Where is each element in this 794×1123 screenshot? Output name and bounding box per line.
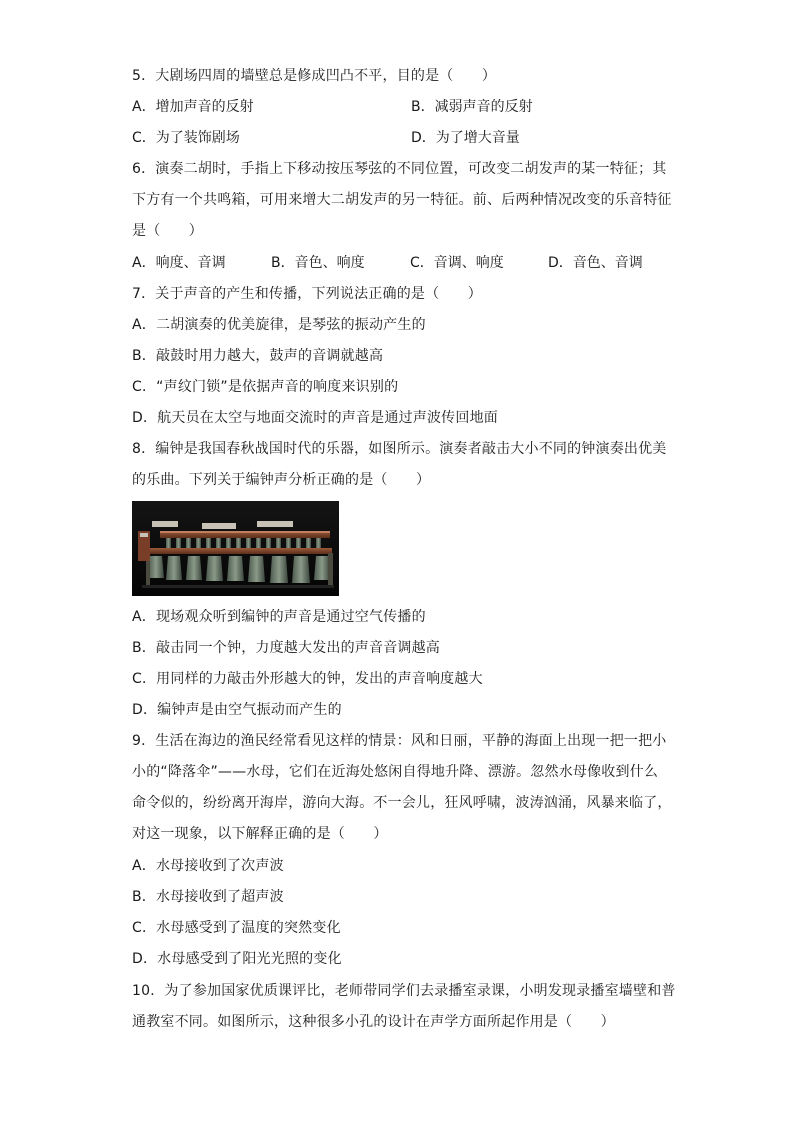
q9-option-d: D．水母感受到了阳光光照的变化 xyxy=(132,951,342,967)
q7-option-b: B．敲鼓时用力越大，鼓声的音调就越高 xyxy=(132,348,384,364)
q9-stem-line-1: 9．生活在海边的渔民经常看见这样的情景：风和日丽，平静的海面上出现一把一把小 xyxy=(132,733,667,749)
q6-option-d: D．音色、音调 xyxy=(548,255,643,271)
q9-stem-line-3: 命令似的，纷纷离开海岸，游向大海。不一会儿，狂风呼啸，波涛汹涌，风暴来临了， xyxy=(132,795,672,811)
q5-option-b: B．减弱声音的反射 xyxy=(411,99,533,115)
q8-stem-line-1: 8．编钟是我国春秋战国时代的乐器，如图所示。演奏者敲击大小不同的钟演奏出优美 xyxy=(132,441,667,457)
chime-bells-photo xyxy=(132,501,339,596)
q5-option-d: D．为了增大音量 xyxy=(411,130,520,146)
q8-stem-line-2: 的乐曲。下列关于编钟声分析正确的是（ ） xyxy=(132,472,431,488)
q7-option-a: A．二胡演奏的优美旋律，是琴弦的振动产生的 xyxy=(132,317,426,333)
q9-option-b: B．水母接收到了超声波 xyxy=(132,889,284,905)
q6-stem-line-2: 下方有一个共鸣箱，可用来增大二胡发声的另一特征。前、后两种情况改变的乐音特征 xyxy=(132,192,672,208)
q10-stem-line-2: 通教室不同。如图所示，这种很多小孔的设计在声学方面所起作用是（ ） xyxy=(132,1014,615,1030)
chime-bells-illustration xyxy=(132,501,339,596)
q8-option-a: A．现场观众听到编钟的声音是通过空气传播的 xyxy=(132,609,426,625)
q6-option-c: C．音调、响度 xyxy=(410,255,504,271)
q6-option-a: A．响度、音调 xyxy=(132,255,226,271)
q9-option-a: A．水母接收到了次声波 xyxy=(132,858,284,874)
q6-option-b: B．音色、响度 xyxy=(271,255,365,271)
q9-stem-line-2: 小的“降落伞”——水母，它们在近海处悠闲自得地升降、漂游。忽然水母像收到什么 xyxy=(132,764,659,780)
q10-stem-line-1: 10．为了参加国家优质课评比，老师带同学们去录播室录课，小明发现录播室墙壁和普 xyxy=(132,983,676,999)
q5-option-c: C．为了装饰剧场 xyxy=(132,130,240,146)
q7-option-d: D．航天员在太空与地面交流时的声音是通过声波传回地面 xyxy=(132,410,498,426)
q6-stem-line-3: 是（ ） xyxy=(132,223,203,239)
q8-option-d: D．编钟声是由空气振动而产生的 xyxy=(132,702,342,718)
q7-stem: 7．关于声音的产生和传播，下列说法正确的是（ ） xyxy=(132,286,482,302)
q8-option-b: B．敲击同一个钟，力度越大发出的声音音调越高 xyxy=(132,640,441,656)
q5-option-a: A．增加声音的反射 xyxy=(132,99,254,115)
q9-stem-line-4: 对这一现象，以下解释正确的是（ ） xyxy=(132,826,388,842)
q6-stem-line-1: 6．演奏二胡时，手指上下移动按压琴弦的不同位置，可改变二胡发声的某一特征；其 xyxy=(132,161,667,177)
q9-option-c: C．水母感受到了温度的突然变化 xyxy=(132,920,341,936)
q5-stem: 5．大剧场四周的墙壁总是修成凹凸不平，目的是（ ） xyxy=(132,68,497,84)
q7-option-c: C．“声纹门锁”是依据声音的响度来识别的 xyxy=(132,379,399,395)
q8-option-c: C．用同样的力敲击外形越大的钟，发出的声音响度越大 xyxy=(132,671,483,687)
